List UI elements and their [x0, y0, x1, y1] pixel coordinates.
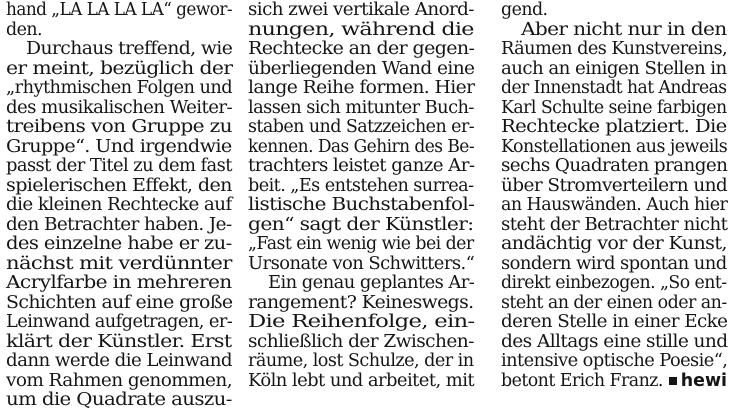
text-line: Ursonate von Schwitters.“ [248, 253, 475, 274]
text-line: um die Quadrate auszu- [6, 390, 232, 410]
text-line: Leinwand aufgetragen, er- [6, 312, 233, 332]
text-line: Gruppe“. Und irgendwie [6, 136, 232, 157]
text-line: Konstellationen aus jeweils [501, 136, 728, 157]
text-line: des einzelne habe er zu- [6, 234, 232, 254]
text-line: dann werde die Leinwand [6, 351, 232, 371]
text-line: betont Erich Franz. [501, 370, 663, 391]
text-line: die kleinen Rechtecke auf [6, 195, 232, 215]
text-line: steht der Betrachter nicht [501, 214, 728, 235]
text-line: sechs Quadraten prangen [501, 156, 728, 176]
text-line: Rechtecke an der gegen- [248, 39, 475, 59]
text-line: lassen sich mitunter Buch- [248, 97, 474, 118]
text-line: steht an der einen oder an- [501, 292, 727, 313]
text-line: er meint, bezüglich der [6, 58, 233, 79]
text-line: Durchaus treffend, wie [26, 39, 233, 59]
text-line: Räumen des Kunstvereins, [501, 39, 728, 59]
text-line: gen“ sagt der Künstler: [248, 214, 474, 235]
text-line: beit. „Es entstehen surrea- [248, 175, 474, 196]
text-line: passt der Titel zu dem fast [6, 156, 232, 176]
text-line: treibens von Gruppe zu [6, 117, 233, 137]
text-line: andächtig vor der Kunst, [501, 234, 727, 254]
text-line: überliegenden Wand eine [248, 58, 475, 79]
text-line: räume, lost Schulze, der in [248, 351, 474, 371]
text-line: Acrylfarbe in mehreren [6, 273, 232, 293]
text-line: staben und Satzzeichen er- [248, 117, 475, 137]
text-line: auch an einigen Stellen in [501, 58, 727, 79]
text-line: den Betrachter haben. Je- [6, 214, 232, 235]
text-line: der Innenstadt hat Andreas [501, 78, 727, 98]
signature-block [665, 371, 727, 392]
text-line: Rechtecke platziert. Die [501, 117, 727, 137]
text-line: intensive optische Poesie“, [501, 351, 728, 371]
author-signature: hewi [680, 370, 727, 391]
text-line: des Alltags eine stille und [501, 331, 728, 352]
text-line: kennen. Das Gehirn des Be- [248, 136, 475, 157]
text-line: Karl Schulte seine farbigen [501, 97, 727, 118]
text-line: vom Rahmen genommen, [6, 370, 232, 391]
text-line: Schichten auf eine große [6, 292, 233, 313]
text-line: spielerischen Effekt, den [6, 175, 232, 196]
text-line: nächst mit verdünnter [6, 253, 232, 274]
text-line: den. [6, 19, 42, 40]
text-line: Die Reihenfolge, ein- [248, 312, 475, 332]
text-line: listische Buchstabenfol- [248, 195, 475, 215]
text-line: Aber nicht nur in den [521, 19, 727, 40]
text-line: direkt einbezogen. „So ent- [501, 273, 727, 293]
text-line: „rhythmischen Folgen und [6, 78, 233, 98]
text-line: gend. [501, 0, 548, 20]
text-line: Köln lebt und arbeitet, mit [248, 370, 475, 391]
text-line: lange Reihe formen. Hier [248, 78, 475, 98]
text-line: hand „LA LA LA LA“ gewor- [6, 0, 233, 20]
text-line: deren Stelle in einer Ecke [501, 312, 728, 332]
text-line: Ein genau geplantes Ar- [268, 273, 475, 293]
black-square-icon [669, 377, 677, 385]
text-line: klärt der Künstler. Erst [6, 331, 232, 352]
text-line: schließlich der Zwischen- [248, 331, 474, 352]
text-line: nungen, während die [248, 19, 474, 40]
text-line: sich zwei vertikale Anord- [248, 0, 474, 20]
text-line: „Fast ein wenig wie bei der [248, 234, 474, 254]
text-line: sondern wird spontan und [501, 253, 727, 274]
text-line: an Hauswänden. Auch hier [501, 195, 728, 215]
text-line: rangement? Keineswegs. [248, 292, 474, 313]
text-line: trachters leistet ganze Ar- [248, 156, 475, 176]
text-line: des musikalischen Weiter- [6, 97, 233, 118]
text-line: über Stromverteilern und [501, 175, 728, 196]
